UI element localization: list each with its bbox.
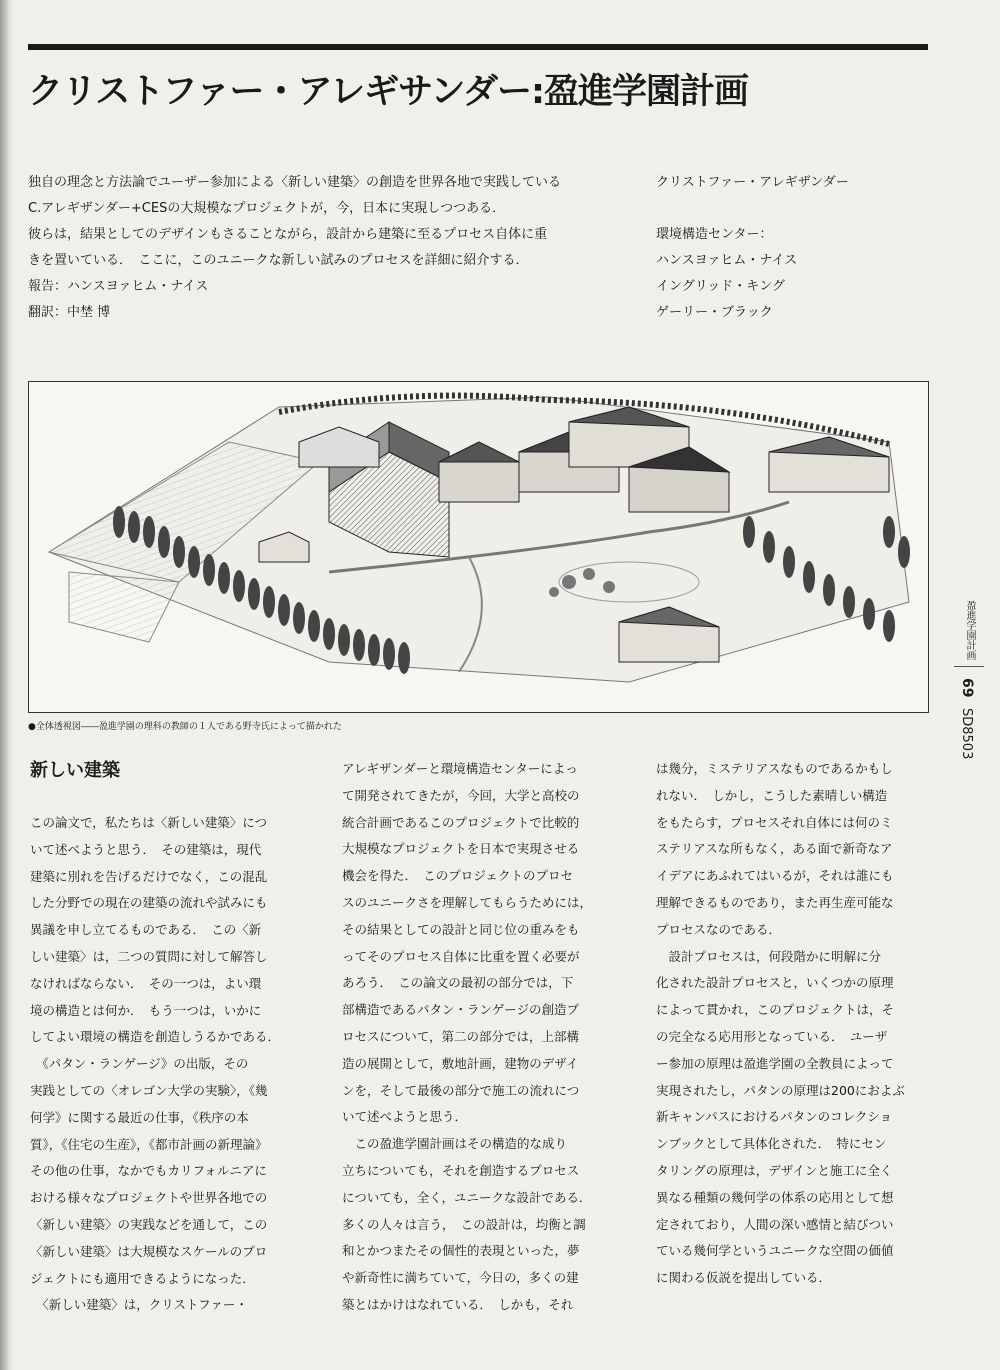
body-line: 実現されたし，パタンの原理は200におよぶ xyxy=(656,1082,905,1098)
body-line: ている幾何学というユニークな空間の価値 xyxy=(656,1243,894,1259)
lead-line: 彼らは，結果としてのデザインもさることながら，設計から建築に至るプロセス自体に重 xyxy=(28,227,548,242)
body-line: 統合計画であるこのプロジェクトで比較的 xyxy=(342,814,580,830)
top-rule xyxy=(28,44,928,50)
section-heading: 新しい建築 xyxy=(30,760,120,781)
body-line: いて述べようと思う． その建築は，現代 xyxy=(30,841,262,857)
body-line: タリングの原理は，デザインと施工に全く xyxy=(656,1162,893,1178)
drawing-illustration xyxy=(29,382,928,712)
article-title: クリストファー・アレギサンダー:盈進学園計画 xyxy=(28,72,748,112)
body-line: 実践としての〈オレゴン大学の実験〉，《幾 xyxy=(30,1082,268,1098)
body-line: 築とはかけはなれている． しかも，それ xyxy=(342,1296,574,1312)
body-line: 大規模なプロジェクトを日本で実現させる xyxy=(342,841,580,857)
body-line: をもたらす，プロセスそれ自体には何のミ xyxy=(656,814,893,830)
body-line: 境の構造とは何か． もう一つは，いかに xyxy=(30,1002,262,1018)
body-line: ー参加の原理は盈進学園の全教員によって xyxy=(656,1055,894,1071)
body-line: 和とかつまたその個性的表現といった，夢 xyxy=(342,1243,580,1259)
body-line: 何学》に関する最近の仕事，《秩序の本 xyxy=(30,1109,249,1125)
organization-name: 環境構造センター： xyxy=(656,227,773,242)
body-line: してよい環境の構造を創造しうるかである． xyxy=(30,1029,281,1045)
body-line: て開発されてきたが，今回，大学と高校の xyxy=(342,787,580,803)
body-line: 新キャンパスにおけるパタンのコレクショ xyxy=(656,1109,893,1125)
body-line: に関わる仮説を提出している． xyxy=(656,1270,832,1286)
body-line: や新奇性に満ちていて，今日の，多くの建 xyxy=(342,1270,579,1286)
body-line: れない． しかし，こうした素晴しい構造 xyxy=(656,787,888,803)
body-line: 造の展開として，敷地計画，建物のデザイ xyxy=(342,1055,579,1071)
body-line: あろう． この論文の最初の部分では，下 xyxy=(342,975,574,991)
body-line: その他の仕事，なかでもカリフォルニアに xyxy=(30,1163,267,1179)
issue-code: SD8503 xyxy=(959,708,974,760)
body-line: ンブックとして具体化された． 特にセン xyxy=(656,1136,887,1152)
body-line: 理解できるものであり，また再生産可能な xyxy=(656,894,894,910)
member-name: ハンスヨァヒム・ナイス xyxy=(656,253,798,268)
body-line: 定されており，人間の深い感情と結びつい xyxy=(656,1216,894,1232)
body-line: この論文で，私たちは〈新しい建築〉につ xyxy=(30,815,268,830)
body-line: は幾分，ミステリアスなものであるかもし xyxy=(656,761,893,776)
body-line: スのユニークさを理解してもらうためには， xyxy=(342,894,593,910)
binding-shadow xyxy=(0,0,14,1370)
body-line: についても，全く，ユニークな設計である． xyxy=(342,1189,592,1205)
body-line: 化された設計プロセスと，いくつかの原理 xyxy=(656,975,894,991)
body-line: 立ちについても，それを創造するプロセス xyxy=(342,1162,580,1178)
author-credits xyxy=(656,170,926,326)
body-line: 異なる種類の幾何学の体系の応用として想 xyxy=(656,1189,894,1205)
lead-line: きを置いている． ここに，このユニークな新しい試みのプロセスを詳細に紹介する． xyxy=(28,253,529,268)
body-line: いて述べようと思う． xyxy=(342,1109,468,1125)
body-line: アレギザンダーと環境構造センターによっ xyxy=(342,761,578,776)
body-column-1 xyxy=(30,756,302,1319)
body-line: の完全なる応用形となっている． ユーザ xyxy=(656,1028,888,1044)
member-name: イングリッド・キング xyxy=(656,279,785,294)
body-line: ジェクトにも適用できるようになった． xyxy=(30,1270,255,1286)
body-line: なければならない． その一つは，よい環 xyxy=(30,975,262,991)
body-line: 〈新しい建築〉の実践などを通して，この xyxy=(30,1216,268,1232)
body-line: 部構造であるパタン・ランゲージの創造プ xyxy=(342,1002,580,1018)
campus-perspective-drawing xyxy=(28,381,929,713)
body-line: しい建築〉は，二つの質問に対して解答し xyxy=(30,948,268,964)
body-line: この盈進学園計画はその構造的な成り xyxy=(342,1136,568,1152)
body-line: 〈新しい建築〉は，クリストファー・ xyxy=(30,1297,248,1313)
body-line: 機会を得た． このプロジェクトのプロセ xyxy=(342,868,574,884)
body-line: 多くの人々は言う， この設計は，均衡と調 xyxy=(342,1216,586,1232)
running-head-divider xyxy=(954,666,984,667)
running-head-title: 盈進学園計画 xyxy=(964,600,975,660)
figure-caption: ●全体透視図――盈進学園の理科の教師の１人である野寺氏によって描かれた xyxy=(28,722,342,732)
running-head xyxy=(946,600,986,770)
body-line: 異議を申し立てるものである． この〈新 xyxy=(30,922,262,938)
body-line: おける様々なプロジェクトや世界各地での xyxy=(30,1190,268,1206)
body-line: 〈新しい建築〉は大規模なスケールのプロ xyxy=(30,1243,268,1259)
body-line: 建築に別れを告げるだけでなく，この混乱 xyxy=(30,868,268,884)
page-number: 69 xyxy=(959,678,975,698)
body-line: 質》，《住宅の生産》，《都市計画の新理論》 xyxy=(30,1136,268,1152)
body-line: ステリアスな所もなく，ある面で新奇なア xyxy=(656,841,893,857)
lead-line: 独自の理念と方法論でユーザー参加による〈新しい建築〉の創造を世界各地で実践している xyxy=(28,175,562,190)
body-line: ロセスについて，第二の部分では，上部構 xyxy=(342,1028,580,1044)
report-credit: 報告：ハンスヨァヒム・ナイス xyxy=(28,279,209,294)
body-line: ってそのプロセス自体に比重を置く必要が xyxy=(342,948,580,964)
body-line: 《パタン・ランゲージ》の出版，その xyxy=(30,1056,249,1072)
body-line: 設計プロセスは，何段階かに明解に分 xyxy=(656,948,882,964)
body-line: その結果としての設計と同じ位の重みをも xyxy=(342,921,580,937)
translation-credit: 翻訳：中埜 博 xyxy=(28,305,111,320)
lead-line: C.アレギザンダー+CESの大規模なプロジェクトが，今，日本に実現しつつある． xyxy=(28,201,506,216)
body-column-2 xyxy=(342,756,618,1319)
body-line: イデアにあふれてはいるが，それは誰にも xyxy=(656,868,894,884)
body-line: によって貫かれ，このプロジェクトは，そ xyxy=(656,1002,895,1018)
lead-paragraph xyxy=(28,170,628,326)
member-name: ゲーリー・ブラック xyxy=(656,305,773,320)
body-column-3 xyxy=(656,756,932,1292)
body-line: ンを，そして最後の部分で施工の流れにつ xyxy=(342,1082,580,1098)
body-line: プロセスなのである． xyxy=(656,921,782,937)
author-name: クリストファー・アレギザンダー xyxy=(656,175,849,190)
body-line: した分野での現在の建築の流れや試みにも xyxy=(30,895,268,911)
